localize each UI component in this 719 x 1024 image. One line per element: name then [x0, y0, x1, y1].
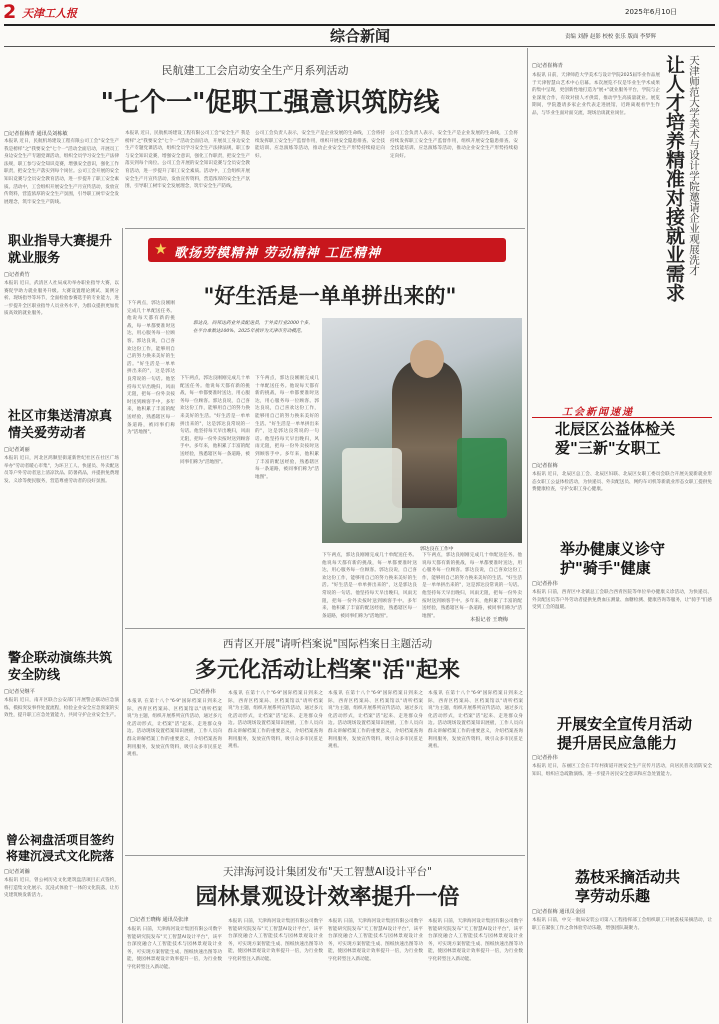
bottom-top-rule	[125, 855, 525, 856]
news-byline-3: □记者孙伟	[532, 755, 558, 761]
news-body-4: 本报讯 日前，中交一航局安装公司第八工程指挥部工会组织职工开展荔枝采摘活动，让职工在紧张工作之余体验劳动乐趣，增强团队凝聚力。	[532, 918, 712, 931]
lower-body-col1: 本报讯 在第十八个"6·9"国际档案日到来之际，西青区档案局、区档案馆以"请听档案说"为主题，组织开展系列宣传活动，通过多元化活动形式，让档案"活"起来、走进群众身边。活动现场设置档案知识展板，工作人员向群众讲解档案工作的重要意义，介绍档案查询利用服务，发放宣传资料，吸引众多市民驻足观看。	[127, 699, 222, 758]
left-byline-1: □记者黄竹	[4, 272, 30, 278]
lower-body-col2: 本报讯 在第十八个"6·9"国际档案日到来之际，西青区档案局、区档案馆以"请听档案说"为主题，组织开展系列宣传活动，通过多元化活动形式，让档案"活"起来、走进群众身边。活动现场设置档案知识展板，工作人员向群众讲解档案工作的重要意义，介绍档案查询利用服务，发放宣传资料，吸引众多市民驻足观看。	[228, 691, 323, 750]
left-byline-4: □记者刘瀚	[4, 869, 30, 875]
feature-body-col3: 下午两点，郭达良刚刚完成几十单配送任务。他说每天都有新的挑战，每一单都要准时送达，用心服务每一位顾客。郭达良说，自己喜欢这份工作，能够用自己的努力换来美好的生活。"好生活是一单单拼出来的"，这是郭达良常说的一句话。他坚持每天早出晚归，风雨无阻，把每一份外卖按时送到顾客手中。多年来，他积累了丰富的配送经验，熟悉辖区每一条道路，被同事们称为"活地图"。	[322, 553, 417, 619]
bottom-body-col1: 本报讯 日前，天津海河设计集团有限公司数字智能研究院发布"天工智慧AI设计平台"，该平台深度融合人工智能技术与园林景观设计业务，可实现方案智能生成、图纸快速出图等功能，使园林景观设计效率提升一倍，为行业数字化转型注入新动能。	[127, 927, 222, 970]
paper-name: 天津工人报	[22, 7, 77, 20]
left-divider	[122, 228, 123, 1023]
credits: 责编 刘静 赵影 校校 张乐 版面 李梦辉	[565, 34, 657, 40]
feature-body-col1: 下午两点，郭达良刚刚完成几十单配送任务。他说每天都有新的挑战，每一单都要准时送达，用心服务每一位顾客。郭达良说，自己喜欢这份工作，能够用自己的努力换来美好的生活。"好生活是一单单拼出来的"，这是郭达良常说的一句话。他坚持每天早出晚归，风雨无阻，把每一份外卖按时送到顾客手中。多年来，他积累了丰富的配送经验，熟悉辖区每一条道路，被同事们称为"活地图"。	[180, 376, 250, 465]
feature-intro: 郭达良，尚邦达药业外卖配送员，于外卖行业2000个多，在平台单数达100%，2025年被评为天津市劳动模范。	[193, 321, 313, 334]
news-title-1: 北辰区公益体检关爱"三新"女职工	[555, 420, 676, 457]
portrait-bags	[342, 448, 402, 523]
lower-body-col3: 本报讯 在第十八个"6·9"国际档案日到来之际，西青区档案局、区档案馆以"请听档案说"为主题，组织开展系列宣传活动，通过多元化活动形式，让档案"活"起来、走进群众身边。活动现场设置档案知识展板，工作人员向群众讲解档案工作的重要意义，介绍档案查询利用服务，发放宣传资料，吸引众多市民驻足观看。	[328, 691, 423, 750]
lower-top-rule	[125, 628, 525, 629]
news-body-2: 本报讯 日前，西青区中北镇总工会联合西青医院等单位举办健康义诊活动，为快递员、外卖配送员等户外劳动者提供免费血压测量、血糖检测、健康咨询等服务，让"骑手"们感受到工会的温暖。	[532, 590, 712, 611]
bottom-headline: 园林景观设计效率提升一倍	[195, 885, 460, 910]
lower-byline: □记者孙伟	[190, 689, 216, 695]
bottom-byline: □记者王晓梅 通讯员张津	[130, 917, 189, 923]
feature-portrait	[322, 318, 522, 543]
left-byline-2: □记者刘丽	[4, 447, 30, 453]
news-title-2: 举办健康义诊守护"骑手"健康	[560, 540, 666, 577]
lower-headline: 多元化活动让档案"活"起来	[195, 658, 460, 683]
feature-title: "好生活是一单单拼出来的"	[203, 283, 457, 308]
left-body-4: 本报讯 近日，曾公祠历史文化建筑盘活项目正式签约，将打造集文化展示、沉浸式体验于一体的文化院落，让历史建筑焕发新活力。	[4, 878, 119, 899]
issue-date: 2025年6月10日	[625, 8, 678, 16]
star-icon: ★	[154, 240, 168, 258]
news-title-3: 开展安全宣传月活动提升居民应急能力	[557, 715, 693, 752]
left-byline-3: □记者吴继平	[4, 689, 35, 695]
news-body-3: 本报讯 近日，东丽区工会在丰年村街道开展安全生产宣传月活动，向居民普及消防安全知识，组织应急疏散演练，进一步提升居民安全意识和应急处置能力。	[532, 764, 712, 777]
main-byline: □记者崔梅青 通讯员刘栋敏	[4, 131, 68, 137]
right-body: 本报讯 日前，天津师范大学美术与设计学院2025届毕业作品展于天津智慧山艺术中心启幕。本次展览不仅是毕业生学术成果的集中呈现，更创新性地打造为"展+"就业服务平台，学院与企业深度合作，有效对接人才供需，推动学生高质量就业。展览期间，学院邀请多家企业代表走进展馆，近距离观看学生作品，与毕业生面对面交流，现场洽谈就业岗位。	[532, 73, 660, 116]
portrait-box	[457, 438, 507, 518]
vertical-subtitle: 天津师范大学美术与设计学院邀请企业观展洗才	[688, 55, 700, 276]
feature-left-strip: 下午两点，郭达良刚刚完成几十单配送任务。他说每天都有新的挑战，每一单都要准时送达，用心服务每一位顾客。郭达良说，自己喜欢这份工作，能够用自己的努力换来美好的生活。"好生活是一单单拼出来的"，这是郭达良常说的一句话。他坚持每天早出晚归，风雨无阻，把每一份外卖按时送到顾客手中。多年来，他积累了丰富的配送经验，熟悉辖区每一条道路，被同事们称为"活地图"。	[127, 301, 175, 436]
portrait-head	[410, 340, 444, 378]
left-title-2: 社区市集送清凉真情关爱劳动者	[8, 409, 113, 441]
main-headline: "七个一"促职工强意识筑防线	[100, 88, 440, 118]
right-divider	[527, 48, 528, 1023]
masthead	[0, 0, 719, 24]
news-label	[532, 403, 712, 418]
bottom-body-col3: 本报讯 日前，天津海河设计集团有限公司数字智能研究院发布"天工智慧AI设计平台"，该平台深度融合人工智能技术与园林景观设计业务，可实现方案智能生成、图纸快速出图等功能，使园林景观设计效率提升一倍，为行业数字化转型注入新动能。	[328, 919, 423, 962]
banner-text: 歌扬劳模精神 劳动精神 工匠精神	[174, 246, 382, 261]
left-title-3: 警企联动演练共筑安全防线	[8, 651, 113, 683]
main-body-col4: 公司工会负责人表示，安全生产是企业发展的生命线，工会将持续发挥职工安全生产监督作用，组织开展安全隐患排查、安全技能培训、应急演练等活动，推动企业安全生产形势持续稳定向好。	[390, 131, 518, 159]
section-title: 综合新闻	[329, 27, 390, 45]
banner-top-rule	[125, 228, 525, 229]
left-body-3: 本报讯 近日，南开区联合公安部门开展警企联动应急演练，模拟突发事件处置流程，检验企业安全应急预案的实效性，提升职工应急处置能力，共同守护企业安全生产。	[4, 698, 119, 719]
portrait-figure	[392, 358, 462, 508]
left-title-4: 曾公祠盘活项目签约将建沉浸式文化院落	[6, 833, 115, 863]
page-number: 2	[3, 1, 17, 23]
bottom-subtitle: 天津海河设计集团发布"天工智慧AI设计平台"	[223, 866, 432, 878]
right-byline: □记者崔梅青	[532, 63, 563, 69]
main-subtitle: 民航建工工会启动安全生产月系列活动	[161, 64, 349, 77]
news-title-4: 荔枝采摘活动共享劳动乐趣	[575, 868, 681, 905]
vertical-headline: 让人才培养精准对接就业需求	[663, 55, 685, 302]
left-body-2: 本报讯 近日，河北区鸿顺里街道新世纪社区在社区广场举办"劳动者暖心市集"，为环卫工人、快递员、外卖配送员等户外劳动者送上清凉饮品、防暑药品，并提供免费理发、义诊等便民服务，营造尊重劳动者的良好氛围。	[4, 456, 119, 484]
news-byline-4: □记者崔梅 通讯员金园	[532, 909, 586, 915]
bottom-body-col2: 本报讯 日前，天津海河设计集团有限公司数字智能研究院发布"天工智慧AI设计平台"，该平台深度融合人工智能技术与园林景观设计业务，可实现方案智能生成、图纸快速出图等功能，使园林景观设计效率提升一倍，为行业数字化转型注入新动能。	[228, 919, 323, 962]
feature-body-col4: 下午两点，郭达良刚刚完成几十单配送任务。他说每天都有新的挑战，每一单都要准时送达，用心服务每一位顾客。郭达良说，自己喜欢这份工作，能够用自己的努力换来美好的生活。"好生活是一单单拼出来的"，这是郭达良常说的一句话。他坚持每天早出晚归，风雨无阻，把每一份外卖按时送到顾客手中。多年来，他积累了丰富的配送经验，熟悉辖区每一条道路，被同事们称为"活地图"。	[422, 553, 522, 619]
news-body-1: 本报讯 近日，北辰区总工会、北辰区妇联、北辰区女职工委员会联合开展关爱新就业形态女职工公益体检活动，为快递员、外卖配送员、网约车司机等新就业形态女职工提供免费健康检查，守护女职工身心健康。	[532, 472, 712, 493]
main-body-col1: 本报讯 近日，民航机场建设工程有限公司工会"安全生产 我是榜样"之"我要安全"七个一"活动全面启动，开展员工身边安全生产专题党课活动，组织全员学习安全生产法律法规，职工参与安全知识竞赛，增强安全意识，强化工作职责，把安全生产落实到每个岗位。公司工会开展的安全知识竞赛与全员安全教育活动，进一步提升了职工安全素质。活动中，工会组织开展安全生产月宣传活动，发放宣传资料，营造浓厚的安全生产氛围，引导职工树牢安全发展理念，筑牢安全生产防线。	[4, 139, 119, 205]
section-rule	[4, 46, 715, 47]
lower-subtitle: 西青区开展"请听档案说"国际档案日主题活动	[222, 638, 433, 650]
main-body-col2: 本报讯 近日，民航机场建设工程有限公司工会"安全生产 我是榜样"之"我要安全"七个一"活动全面启动，开展员工身边安全生产专题党课活动，组织全员学习安全生产法律法规，职工参与安全知识竞赛，增强安全意识，强化工作职责，把安全生产落实到每个岗位。公司工会开展的安全知识竞赛与全员安全教育活动，进一步提升了职工安全素质。活动中，工会组织开展安全生产月宣传活动，发放宣传资料，营造浓厚的安全生产氛围，引导职工树牢安全发展理念，筑牢安全生产防线。	[125, 131, 250, 190]
left-title-1: 职业指导大赛提升就业服务	[8, 234, 113, 266]
bottom-body-col4: 本报讯 日前，天津海河设计集团有限公司数字智能研究院发布"天工智慧AI设计平台"，该平台深度融合人工智能技术与园林景观设计业务，可实现方案智能生成、图纸快速出图等功能，使园林景观设计效率提升一倍，为行业数字化转型注入新动能。	[428, 919, 523, 962]
left-body-1: 本报讯 近日，武清区人社局成功举办职业指导大赛，以赛促学助力就业服务升级。大赛设置理论测试、案例分析、现场指导等环节，全面检验参赛选手的专业能力，进一步提升全区职业指导人员业务水平，为群众提供更加优质高效的就业服务。	[4, 281, 119, 317]
banner	[148, 238, 506, 262]
news-byline-2: □记者孙伟	[532, 581, 558, 587]
photo-caption: 郭达良在工作中	[420, 547, 454, 552]
main-body-col3: 公司工会负责人表示，安全生产是企业发展的生命线，工会将持续发挥职工安全生产监督作用，组织开展安全隐患排查、安全技能培训、应急演练等活动，推动企业安全生产形势持续稳定向好。	[255, 131, 385, 159]
feature-signature: 本报记者 王晓梅	[470, 617, 508, 623]
feature-body-col2: 下午两点，郭达良刚刚完成几十单配送任务。他说每天都有新的挑战，每一单都要准时送达，用心服务每一位顾客。郭达良说，自己喜欢这份工作，能够用自己的努力换来美好的生活。"好生活是一单单拼出来的"，这是郭达良常说的一句话。他坚持每天早出晚归，风雨无阻，把每一份外卖按时送到顾客手中。多年来，他积累了丰富的配送经验，熟悉辖区每一条道路，被同事们称为"活地图"。	[255, 376, 319, 480]
news-byline-1: □记者崔梅	[532, 463, 558, 469]
lower-body-col4: 本报讯 在第十八个"6·9"国际档案日到来之际，西青区档案局、区档案馆以"请听档案说"为主题，组织开展系列宣传活动，通过多元化活动形式，让档案"活"起来、走进群众身边。活动现场设置档案知识展板，工作人员向群众讲解档案工作的重要意义，介绍档案查询利用服务，发放宣传资料，吸引众多市民驻足观看。	[428, 691, 523, 750]
news-label-text: 工会新闻速递	[562, 407, 634, 418]
